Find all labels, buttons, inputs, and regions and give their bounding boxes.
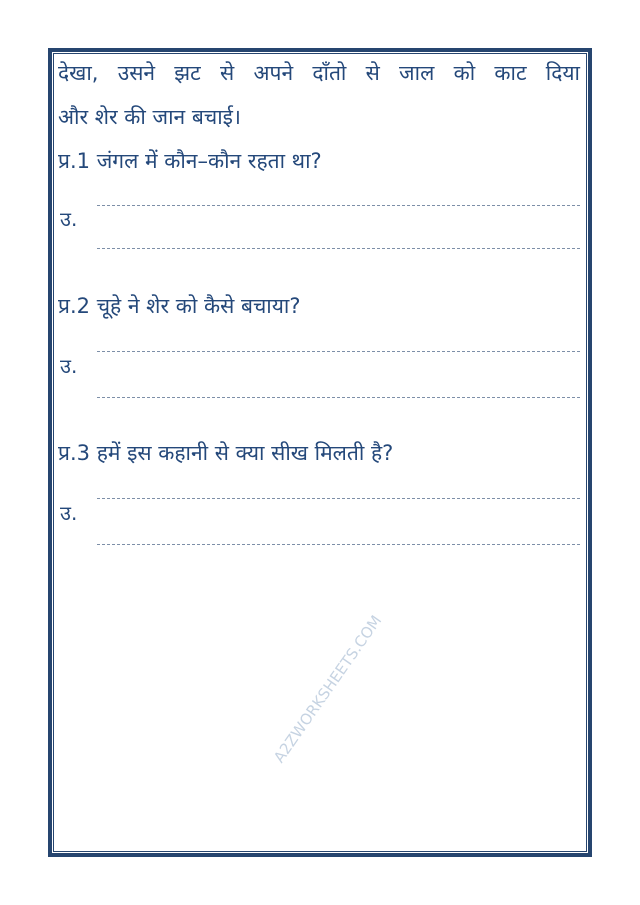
- answer-line[interactable]: [97, 544, 580, 545]
- answer-label: उ.: [60, 207, 78, 231]
- question-text: जंगल में कौन–कौन रहता था?: [96, 149, 322, 173]
- watermark: A2ZWORKSHEETS.COM: [270, 611, 386, 767]
- answer-label: उ.: [60, 354, 78, 378]
- question-text: चूहे ने शेर को कैसे बचाया?: [96, 294, 301, 318]
- answer-line[interactable]: [97, 205, 580, 206]
- answer-line[interactable]: [97, 248, 580, 249]
- story-line-1: देखा, उसने झट से अपने दाँतो से जाल को काट दिया: [58, 61, 580, 85]
- story-line-2: और शेर की जान बचाई।: [58, 105, 241, 129]
- question-text: हमें इस कहानी से क्या सीख मिलती है?: [96, 441, 394, 465]
- answer-line[interactable]: [97, 397, 580, 398]
- answer-line[interactable]: [97, 351, 580, 352]
- question-label: प्र.3: [58, 441, 90, 465]
- answer-line[interactable]: [97, 498, 580, 499]
- question-label: प्र.1: [58, 149, 90, 173]
- answer-label: उ.: [60, 501, 78, 525]
- question-label: प्र.2: [58, 294, 90, 318]
